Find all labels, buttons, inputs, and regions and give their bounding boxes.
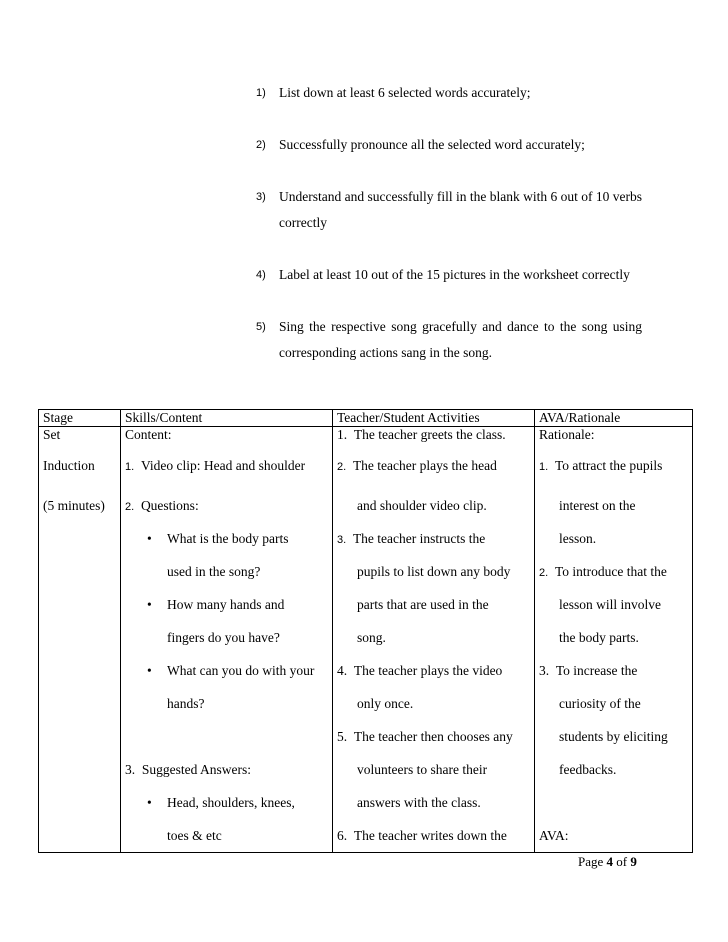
activity-number: 1. — [337, 427, 348, 442]
current-page: 4 — [606, 854, 614, 869]
activity-number: 6. — [337, 828, 348, 843]
question-text: used in the song? — [167, 564, 261, 579]
skill-item: Suggested Answers: — [141, 762, 251, 777]
objective-text: Successfully pronounce all the selected word accurately; — [279, 137, 585, 152]
stage-induction: Induction — [43, 458, 95, 473]
activity-text: The teacher writes down the — [353, 828, 507, 843]
activity-text: The teacher instructs the — [352, 531, 486, 546]
activity-number: 2. — [337, 461, 347, 473]
activity-number: 5. — [337, 729, 348, 744]
objective-number: 5) — [256, 321, 266, 333]
activity-number: 4. — [337, 663, 348, 678]
ava-label: AVA: — [539, 828, 569, 843]
bullet-icon: • — [147, 663, 152, 678]
activities-cell — [333, 427, 535, 853]
activity-text: and shoulder video clip. — [357, 498, 487, 513]
rationale-text: students by eliciting — [559, 729, 668, 744]
rationale-text: feedbacks. — [559, 762, 617, 777]
header-ava: AVA/Rationale — [535, 410, 693, 427]
rationale-text: curiosity of the — [559, 696, 641, 711]
bullet-icon: • — [147, 531, 152, 546]
rationale-number: 2. — [539, 567, 549, 579]
objective-text: Label at least 10 out of the 15 pictures in the worksheet correctly — [279, 267, 630, 282]
skills-cell — [121, 427, 333, 853]
objective-item — [256, 262, 642, 288]
content-label: Content: — [125, 427, 172, 442]
question-text: hands? — [167, 696, 205, 711]
answer-text: Head, shoulders, knees, — [167, 795, 295, 810]
rationale-number: 3. — [539, 663, 550, 678]
skill-item: Questions: — [140, 498, 199, 513]
objective-number: 4) — [256, 269, 266, 281]
activity-text: song. — [357, 630, 386, 645]
objective-item — [256, 314, 642, 366]
answer-text: toes & etc — [167, 828, 222, 843]
activity-text: The teacher greets the class. — [353, 427, 506, 442]
table-header-row — [39, 410, 693, 427]
stage-cell — [39, 427, 121, 853]
activity-text: parts that are used in the — [357, 597, 489, 612]
bullet-icon: • — [147, 597, 152, 612]
activity-text: The teacher plays the video — [353, 663, 503, 678]
of-word: of — [616, 854, 628, 869]
stage-set: Set — [43, 427, 61, 442]
objective-number: 2) — [256, 139, 266, 151]
item-number: 2. — [125, 501, 135, 513]
rationale-text: To attract the pupils — [554, 458, 663, 473]
objective-text: List down at least 6 selected words accurately; — [279, 85, 531, 100]
lesson-plan-table — [38, 409, 693, 853]
objective-number: 1) — [256, 87, 266, 99]
activity-text: only once. — [357, 696, 414, 711]
ava-cell — [535, 427, 693, 853]
objectives-list — [256, 80, 642, 392]
rationale-text: the body parts. — [559, 630, 639, 645]
activity-text: answers with the class. — [357, 795, 481, 810]
rationale-text: lesson will involve — [559, 597, 661, 612]
question-text: fingers do you have? — [167, 630, 280, 645]
stage-duration: (5 minutes) — [43, 498, 105, 513]
rationale-label: Rationale: — [539, 427, 595, 442]
activity-number: 3. — [337, 534, 347, 546]
objective-text: Sing the respective song gracefully and dance to the song using corresponding actions sang in the song. — [279, 319, 642, 360]
item-number: 1. — [125, 461, 135, 473]
question-text: What can you do with your — [167, 663, 315, 678]
objective-number: 3) — [256, 191, 266, 203]
activity-text: volunteers to share their — [357, 762, 488, 777]
table-row — [39, 427, 693, 853]
skill-item: Video clip: Head and shoulder — [140, 458, 306, 473]
total-pages: 9 — [630, 854, 637, 869]
activity-text: The teacher plays the head — [352, 458, 497, 473]
page-footer — [578, 854, 637, 870]
rationale-text: To introduce that the — [554, 564, 667, 579]
objective-text: Understand and successfully fill in the blank with 6 out of 10 verbs correctly — [279, 189, 642, 230]
bullet-icon: • — [147, 795, 152, 810]
rationale-text: To increase the — [555, 663, 638, 678]
objective-item — [256, 80, 642, 106]
header-skills: Skills/Content — [121, 410, 333, 427]
rationale-text: interest on the — [559, 498, 636, 513]
objective-item — [256, 132, 642, 158]
activity-text: The teacher then chooses any — [353, 729, 513, 744]
activity-text: pupils to list down any body — [357, 564, 511, 579]
rationale-text: lesson. — [559, 531, 597, 546]
item-number: 3. — [125, 762, 136, 777]
question-text: What is the body parts — [167, 531, 289, 546]
header-stage: Stage — [39, 410, 121, 427]
question-text: How many hands and — [167, 597, 285, 612]
page-word: Page — [578, 854, 604, 869]
objective-item — [256, 184, 642, 236]
rationale-number: 1. — [539, 461, 549, 473]
header-activities: Teacher/Student Activities — [333, 410, 535, 427]
